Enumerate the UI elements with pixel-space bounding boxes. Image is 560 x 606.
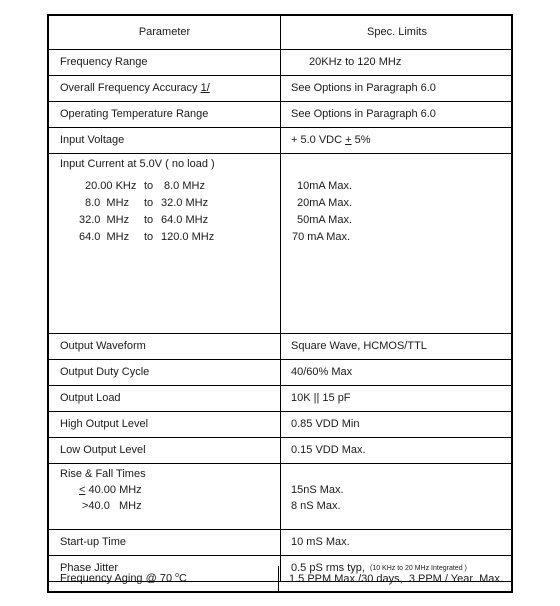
row-frequency-aging-content <box>49 566 511 591</box>
spec-phase-jitter-value: 0.5 pS rms typ, <box>291 562 365 574</box>
param-duty-cycle: Output Duty Cycle <box>60 366 150 378</box>
row-startup-time <box>49 530 511 556</box>
param-input-current-title: Input Current at 5.0V ( no load ) <box>60 158 215 170</box>
range-from: 32.0 MHz <box>79 214 130 226</box>
range-value: 10mA Max. <box>297 180 353 192</box>
spec-startup-time: 10 mS Max. <box>291 536 350 548</box>
param-overall-accuracy <box>60 76 210 101</box>
header-spec-limits: Spec. Limits <box>367 26 427 38</box>
footnote-marker: 1/ <box>200 82 210 94</box>
column-divider <box>280 386 281 411</box>
plus-minus-symbol: + <box>345 134 352 146</box>
row-frequency-range <box>49 50 511 76</box>
rise-fall-threshold-1: 40.00 MHz <box>85 484 142 496</box>
spec-phase-jitter-note: (10 KHz to 20 MHz Integrated ) <box>369 565 467 572</box>
param-phase-jitter: Phase Jitter <box>60 562 119 574</box>
spec-table <box>47 14 513 593</box>
row-operating-temp <box>49 102 511 128</box>
param-startup-time: Start-up Time <box>60 536 127 548</box>
column-divider <box>280 530 281 555</box>
range-to: 8.0 MHz <box>164 180 205 192</box>
spec-duty-cycle: 40/60% Max <box>291 366 353 378</box>
range-to-word: to <box>144 231 154 243</box>
range-to-word: to <box>144 197 154 209</box>
spec-low-output: 0.15 VDD Max. <box>291 444 366 456</box>
range-from: 8.0 MHz <box>85 197 130 209</box>
range-from: 64.0 MHz <box>79 231 130 243</box>
param-output-waveform: Output Waveform <box>60 340 146 352</box>
param-frequency-aging-unit: C <box>179 572 187 585</box>
range-value: 50mA Max. <box>297 214 353 226</box>
spec-frequency-range: 20KHz to 120 MHz <box>309 56 402 68</box>
range-to: 32.0 MHz <box>161 197 209 209</box>
frequency-aging-line <box>49 566 511 591</box>
spec-input-voltage-value: + 5.0 VDC <box>291 134 346 146</box>
row-rise-fall <box>49 464 511 530</box>
range-to-word: to <box>144 214 154 226</box>
column-divider <box>280 154 281 333</box>
spec-input-voltage-tolerance: 5% <box>351 134 371 146</box>
row-input-voltage <box>49 128 511 154</box>
range-to: 120.0 MHz <box>161 231 215 243</box>
column-divider <box>280 360 281 385</box>
param-operating-temp: Operating Temperature Range <box>60 108 209 120</box>
column-divider <box>280 76 281 101</box>
spec-high-output: 0.85 VDD Min <box>291 418 360 430</box>
row-duty-cycle <box>49 360 511 386</box>
param-rise-fall-line-2: >40.0 MHz <box>82 500 142 512</box>
spec-input-voltage <box>291 128 371 153</box>
header-row <box>49 16 511 50</box>
spec-output-waveform: Square Wave, HCMOS/TTL <box>291 340 427 352</box>
param-frequency-aging-text: Frequency Aging @ 70 <box>60 572 176 585</box>
column-divider <box>280 128 281 153</box>
column-divider <box>280 438 281 463</box>
range-value: 70 mA Max. <box>292 231 351 243</box>
param-output-load: Output Load <box>60 392 121 404</box>
spec-operating-temp: See Options in Paragraph 6.0 <box>291 108 436 120</box>
range-to: 64.0 MHz <box>161 214 209 226</box>
param-rise-fall-line-1 <box>79 485 142 496</box>
row-high-output <box>49 412 511 438</box>
param-rise-fall-title: Rise & Fall Times <box>60 468 146 480</box>
param-overall-accuracy-text: Overall Frequency Accuracy <box>60 82 201 94</box>
row-overall-accuracy <box>49 76 511 102</box>
range-to-word: to <box>144 180 154 192</box>
param-frequency-range: Frequency Range <box>60 56 148 68</box>
column-divider <box>280 412 281 437</box>
spec-frequency-aging: 1.5 PPM Max./30 days, 3 PPM / Year Max. <box>289 572 503 585</box>
param-frequency-aging <box>60 572 187 585</box>
spec-rise-fall-line-2: 8 nS Max. <box>291 500 341 512</box>
column-divider <box>280 334 281 359</box>
spec-rise-fall-line-1: 15nS Max. <box>291 484 344 496</box>
row-output-load <box>49 386 511 412</box>
spec-overall-accuracy: See Options in Paragraph 6.0 <box>291 82 436 94</box>
column-divider <box>280 464 281 529</box>
column-divider <box>280 102 281 127</box>
degree-symbol: o <box>175 572 180 580</box>
param-input-voltage: Input Voltage <box>60 134 125 146</box>
header-parameter: Parameter <box>138 26 191 38</box>
less-equal-symbol: < <box>79 484 86 496</box>
spec-output-load: 10K || 15 pF <box>291 392 351 404</box>
column-divider <box>280 50 281 75</box>
range-value: 20mA Max. <box>297 197 353 209</box>
row-input-current <box>49 154 511 334</box>
column-divider <box>278 566 279 591</box>
param-high-output: High Output Level <box>60 418 149 430</box>
range-from: 20.00 KHz <box>85 180 137 192</box>
param-low-output: Low Output Level <box>60 444 146 456</box>
row-output-waveform <box>49 334 511 360</box>
row-low-output <box>49 438 511 464</box>
